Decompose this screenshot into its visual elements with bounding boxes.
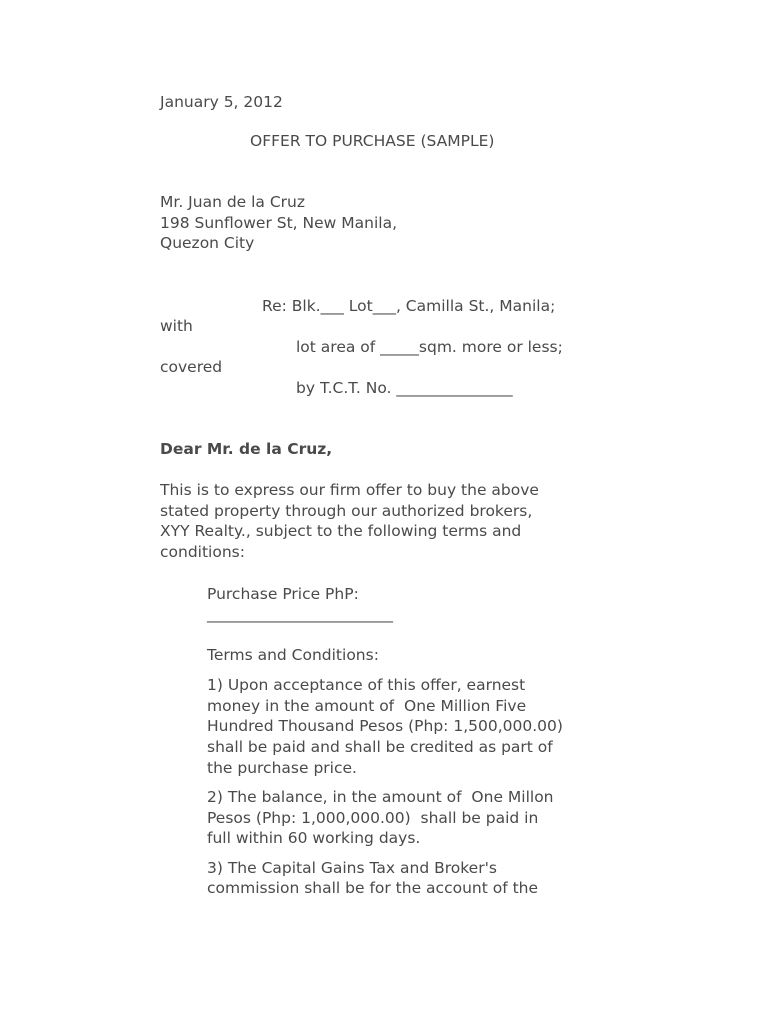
term-2-line: full within 60 working days. (207, 829, 421, 847)
purchase-price-blank: ________________________ (207, 605, 393, 623)
re-line-1: Re: Blk.___ Lot___, Camilla St., Manila; (262, 297, 556, 315)
addressee-name: Mr. Juan de la Cruz (160, 193, 306, 211)
re-line-1-wrap: with (160, 317, 193, 335)
salutation: Dear Mr. de la Cruz, (160, 440, 333, 458)
term-1-line: money in the amount of One Million Five (207, 697, 527, 715)
addressee-street: 198 Sunflower St, New Manila, (160, 214, 397, 232)
term-3-line: commission shall be for the account of the (207, 879, 539, 897)
term-1-line: the purchase price. (207, 759, 357, 777)
term-1-line: shall be paid and shall be credited as part of (207, 738, 553, 756)
re-line-3: by T.C.T. No. _______________ (296, 379, 513, 397)
re-line-2: lot area of _____sqm. more or less; (296, 338, 563, 356)
intro-line: XYY Realty., subject to the following terms and (160, 522, 522, 540)
terms-heading: Terms and Conditions: (207, 646, 379, 664)
letter-title: OFFER TO PURCHASE (SAMPLE) (250, 132, 495, 150)
addressee-city: Quezon City (160, 234, 255, 252)
term-3-line: 3) The Capital Gains Tax and Broker's (207, 859, 497, 877)
term-1-line: 1) Upon acceptance of this offer, earnest (207, 676, 526, 694)
re-line-2-wrap: covered (160, 358, 223, 376)
intro-line: This is to express our firm offer to buy the above (160, 481, 539, 499)
term-1-line: Hundred Thousand Pesos (Php: 1,500,000.00) (207, 717, 563, 735)
purchase-price-label: Purchase Price PhP: (207, 585, 359, 603)
letter-date: January 5, 2012 (160, 93, 283, 111)
intro-line: stated property through our authorized brokers, (160, 502, 533, 520)
term-2-line: 2) The balance, in the amount of One Millon (207, 788, 554, 806)
term-2-line: Pesos (Php: 1,000,000.00) shall be paid in (207, 809, 539, 827)
intro-line: conditions: (160, 543, 245, 561)
